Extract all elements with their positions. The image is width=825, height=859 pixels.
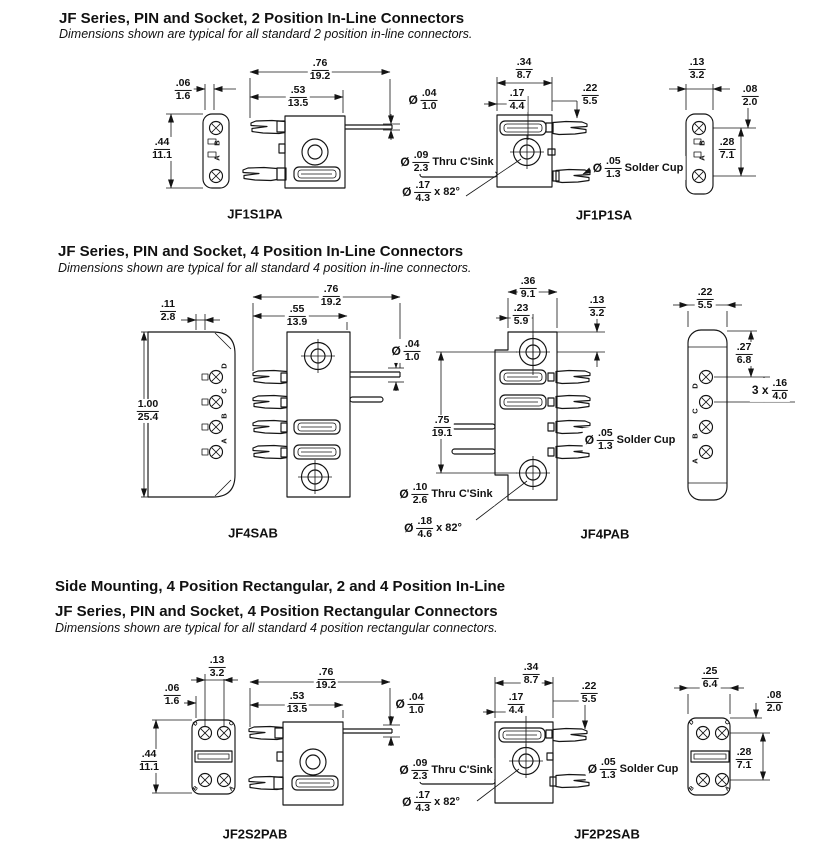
dim-label: .13 3.2 bbox=[587, 295, 608, 319]
pin-letter: C bbox=[690, 408, 700, 414]
dim-label: Ø .10 2.6 Thru C'Sink bbox=[399, 480, 493, 506]
dim-label: .25 6.4 bbox=[700, 666, 721, 690]
pin-letter: C bbox=[219, 388, 229, 394]
section2-title: JF Series, PIN and Socket, 4 Position In-Line Connectors bbox=[58, 243, 464, 260]
dim-label: .34 8.7 bbox=[521, 662, 542, 686]
dim-label: 3 x .16 4.0 bbox=[750, 378, 790, 402]
dim-label: Ø .05 1.3 Solder Cup bbox=[587, 755, 679, 781]
dim-label: Ø .05 1.3 Solder Cup bbox=[584, 426, 676, 452]
pin-letter: A bbox=[228, 785, 236, 793]
dim-label: .06 1.6 bbox=[173, 78, 194, 102]
part-label-jf2s2pab: JF2S2PAB bbox=[222, 826, 288, 842]
part-label-jf4pab: JF4PAB bbox=[580, 526, 630, 542]
section3-subtitle: Dimensions shown are typical for all standard 4 position rectangular connectors. bbox=[55, 621, 498, 635]
dim-label: .22 5.5 bbox=[580, 83, 601, 107]
dim-label: .34 8.7 bbox=[514, 57, 535, 81]
dim-label: .76 19.2 bbox=[320, 282, 342, 308]
pin-letter: B bbox=[192, 785, 200, 793]
dim-label: .27 6.8 bbox=[734, 342, 755, 366]
pin-letter: B bbox=[219, 413, 229, 419]
dim-label: .08 2.0 bbox=[740, 84, 761, 108]
view-jf2s2pab-front bbox=[249, 682, 400, 805]
dim-label: .44 11.1 bbox=[139, 747, 159, 773]
view-jf2p2sab-back bbox=[674, 688, 770, 795]
dim-label: Ø .17 4.3 x 82° bbox=[402, 178, 460, 204]
pin-letter: D bbox=[690, 383, 700, 389]
pin-letter: A bbox=[212, 155, 222, 161]
dim-label: Ø .09 2.3 Thru C'Sink bbox=[399, 756, 493, 782]
dim-label: .28 7.1 bbox=[734, 747, 755, 771]
pin-letter: B bbox=[688, 785, 696, 793]
view-jf4sab-front bbox=[253, 297, 404, 497]
dim-label: .44 11.1 bbox=[152, 135, 172, 161]
section2-subtitle: Dimensions shown are typical for all standard 4 position in-line connectors. bbox=[58, 261, 472, 275]
dim-label: Ø .05 1.3 Solder Cup bbox=[592, 154, 684, 180]
dim-label: .13 3.2 bbox=[687, 57, 708, 81]
part-label-jf1s1pa: JF1S1PA bbox=[227, 206, 283, 222]
pin-letter: B bbox=[697, 140, 707, 146]
dim-label: .08 2.0 bbox=[764, 690, 785, 714]
dim-label: .55 13.9 bbox=[286, 302, 308, 328]
dim-label: .17 4.4 bbox=[506, 692, 527, 716]
dim-label: .76 19.2 bbox=[315, 665, 337, 691]
dim-label: Ø .04 1.0 bbox=[394, 692, 427, 716]
section3-pretitle: Side Mounting, 4 Position Rectangular, 2 and 4 Position In-Line bbox=[55, 578, 506, 595]
pin-letter: D bbox=[192, 720, 200, 728]
part-label-jf2p2sab: JF2P2SAB bbox=[574, 826, 640, 842]
pin-letter: C bbox=[228, 720, 236, 728]
pin-letter: A bbox=[724, 785, 732, 793]
dim-label: .06 1.6 bbox=[162, 683, 183, 707]
dim-label: Ø .18 4.6 x 82° bbox=[404, 514, 462, 540]
dim-label: .75 19.1 bbox=[431, 413, 453, 439]
dim-label: .13 3.2 bbox=[207, 655, 228, 679]
dim-label: .36 9.1 bbox=[518, 276, 539, 300]
dim-label: .22 5.5 bbox=[579, 681, 600, 705]
dim-label: Ø .17 4.3 x 82° bbox=[402, 788, 460, 814]
dim-label: .11 2.8 bbox=[158, 299, 178, 323]
dim-label: Ø .09 2.3 Thru C'Sink bbox=[400, 148, 494, 174]
pin-letter: C bbox=[724, 719, 732, 727]
section1-subtitle: Dimensions shown are typical for all standard 2 position in-line connectors. bbox=[59, 27, 473, 41]
dim-label: .22 5.5 bbox=[695, 287, 716, 311]
pin-letter: A bbox=[690, 458, 700, 464]
pin-letter: D bbox=[688, 719, 696, 727]
pin-letter: A bbox=[697, 155, 707, 161]
dim-label: .76 19.2 bbox=[309, 56, 331, 82]
dim-label: Ø .04 1.0 bbox=[390, 339, 423, 363]
dim-label: Ø .04 1.0 bbox=[407, 88, 440, 112]
dim-label: .28 7.1 bbox=[717, 137, 738, 161]
pin-letter: B bbox=[690, 433, 700, 439]
pin-letter: A bbox=[219, 438, 229, 444]
dim-label: .53 13.5 bbox=[287, 83, 309, 109]
pin-letter: B bbox=[212, 140, 222, 146]
view-jf4pab-end bbox=[673, 305, 795, 500]
part-label-jf1p1sa: JF1P1SA bbox=[575, 207, 633, 223]
view-jf1s1pa-front bbox=[243, 72, 400, 188]
section3-title: JF Series, PIN and Socket, 4 Position Rectangular Connectors bbox=[55, 603, 498, 620]
dim-label: .53 13.5 bbox=[286, 689, 308, 715]
dim-label: 1.00 25.4 bbox=[135, 399, 161, 423]
dim-label: .23 5.9 bbox=[511, 303, 532, 327]
section1-title: JF Series, PIN and Socket, 2 Position In-Line Connectors bbox=[59, 10, 465, 27]
dim-label: .17 4.4 bbox=[507, 88, 528, 112]
pin-letter: D bbox=[219, 363, 229, 369]
part-label-jf4sab: JF4SAB bbox=[228, 525, 278, 541]
